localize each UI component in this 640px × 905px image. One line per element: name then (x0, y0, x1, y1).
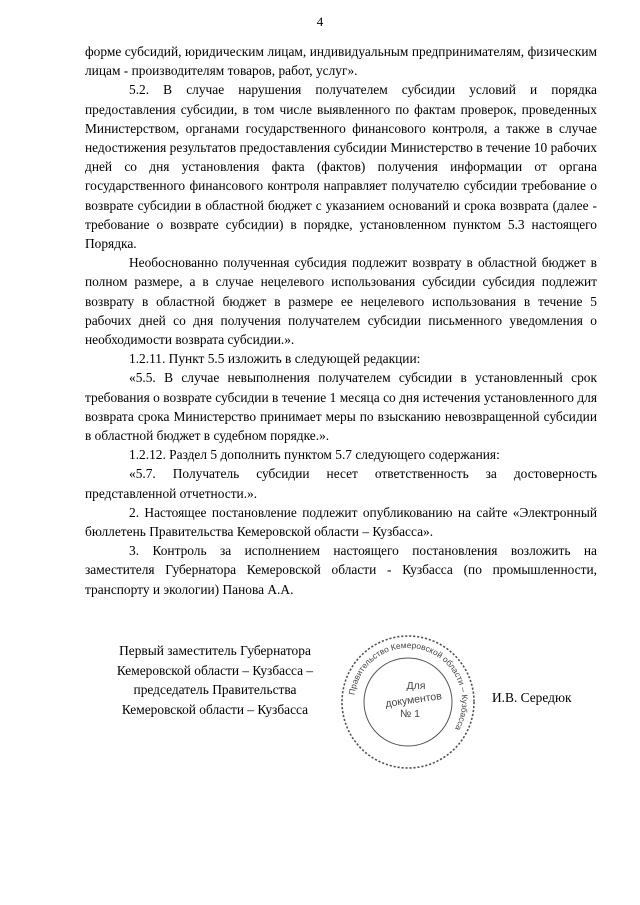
official-stamp (338, 632, 478, 772)
paragraph-2: 2. Настоящее постановление подлежит опубликованию на сайте «Электронный бюллетень Правительства Кемеровской области – Кузбасса». (85, 504, 597, 540)
stamp-center-line: № 1 (399, 708, 421, 720)
signer-title-line: председатель Правительства (133, 682, 297, 698)
signer-title (80, 641, 350, 719)
signer-title-line: Первый заместитель Губернатора (119, 643, 311, 658)
document-body (85, 42, 597, 599)
stamp-center-line: документов (384, 690, 443, 710)
paragraph-5-2: 5.2. В случае нарушения получателем субсидии условий и порядка предоставления субсидии, в том числе выявленного по фактам проверок, проведенных Министерством, органами государственного финансового контроля, а также в случае недостижения результатов предоставления субсидии Министерство в течение 10 рабочих дней со дня установления факта (фактов) получения информации от органа государственного финансового контроля направляет получателю субсидии требование о возврате субсидии в областной бюджет с указанием оснований и срока возврата (далее - требование о возврате субсидии) в порядке, установленном пунктом 5.3 настоящего Порядка. (85, 82, 597, 252)
paragraph-3: 3. Контроль за исполнением настоящего постановления возложить на заместителя Губернатора Кемеровской области - Кузбасса (по промышленности, транспорту и экологии) Панова А.А. (85, 543, 597, 597)
paragraph-unjustified-subsidy: Необоснованно полученная субсидия подлежит возврату в областной бюджет в полном размере, а в случае нецелевого использования субсидии субсидия подлежит возврату в областной бюджет в размере ее нецелевого использования в течение 5 рабочих дней со дня получения получателем субсидии письменного уведомления о необходимости возврата субсидии.». (85, 255, 597, 348)
paragraph-5-5: «5.5. В случае невыполнения получателем субсидии в установленный срок требования о возврате субсидии в течение 1 месяца со дня истечения установленного для возврата срока Министерство принимает меры по взысканию невозвращенной субсидии в областной бюджет в судебном порядке.». (85, 370, 597, 444)
paragraph-1-2-11: 1.2.11. Пункт 5.5 изложить в следующей редакции: (129, 351, 421, 367)
signer-title-line: Кемеровской области – Кузбасса – (116, 662, 314, 678)
signer-name: И.В. Середюк (492, 690, 572, 705)
paragraph-5-7: «5.7. Получатель субсидии несет ответственность за достоверность представленной отчетности.». (85, 466, 597, 501)
page-number: 4 (316, 14, 324, 29)
signer-title-line: Кемеровской области – Кузбасса (121, 701, 309, 717)
stamp-center-line: Для (406, 680, 426, 692)
paragraph-1-2-12: 1.2.12. Раздел 5 дополнить пунктом 5.7 следующего содержания: (129, 447, 500, 463)
paragraph-continuation: форме субсидий, юридическим лицам, индивидуальным предпринимателям, физическим лицам - производителям товаров, работ, услуг». (85, 44, 597, 79)
stamp-ring-text: Правительство Кемеровской области – Кузбасса (346, 639, 471, 733)
